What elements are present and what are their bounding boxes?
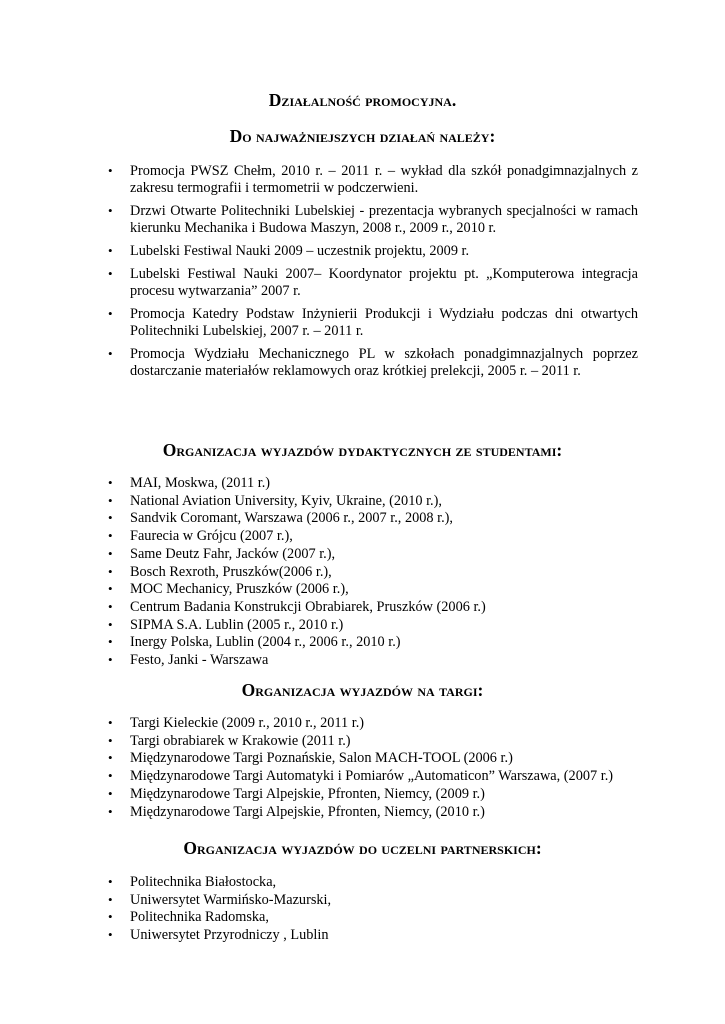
bullet-icon: •: [108, 545, 113, 561]
bullet-icon: •: [108, 306, 113, 321]
list-item-text: Bosch Rexroth, Pruszków(2006 r.),: [130, 563, 332, 580]
list-item-text: Festo, Janki - Warszawa: [130, 652, 269, 669]
list-item-text: Lubelski Festiwal Nauki 2009 – uczestnik projektu, 2009 r.: [130, 243, 470, 259]
bullet-icon: •: [108, 768, 113, 784]
list-item: [0, 786, 613, 804]
bullet-icon: •: [108, 927, 113, 943]
fair-trips-title: Organizacja wyjazdów na targi:: [241, 680, 484, 700]
list-item: [0, 163, 638, 197]
bullet-icon: •: [108, 750, 113, 766]
bullet-icon: •: [108, 715, 113, 730]
bullet-icon: •: [108, 598, 113, 614]
list-item: [0, 306, 638, 340]
list-item: [0, 804, 613, 822]
bullet-icon: •: [108, 874, 113, 889]
list-item-text: Politechnika Radomska,: [130, 909, 269, 926]
list-item: [0, 510, 486, 528]
list-item: [0, 528, 486, 546]
list-item: [0, 546, 486, 564]
list-item: [0, 475, 486, 493]
student-trips-list: [0, 475, 486, 670]
list-item-text: Targi obrabiarek w Krakowie (2011 r.): [130, 732, 351, 749]
list-item: [0, 733, 613, 751]
list-item-text: Faurecia w Grójcu (2007 r.),: [130, 528, 293, 545]
promo-title: Działalność promocyjna.: [268, 90, 457, 110]
list-item: [0, 203, 638, 237]
list-item-text: Promocja Wydziału Mechanicznego PL w szkołach ponadgimnazjalnych poprzez dostarczanie materiałów reklamowych oraz krótkiej prelekcji, 2005 r. – 2011 r.: [130, 346, 638, 379]
list-item-text: Sandvik Coromant, Warszawa (2006 r., 2007 r., 2008 r.),: [130, 510, 453, 527]
bullet-icon: •: [108, 243, 113, 258]
bullet-icon: •: [108, 346, 113, 361]
list-item-text: Promocja PWSZ Chełm, 2010 r. – 2011 r. – wykład dla szkół ponadgimnazjalnych z zakresu termografii i termometrii w podczerwieni.: [130, 163, 638, 196]
list-item-text: Lubelski Festiwal Nauki 2007– Koordynator projektu pt. „Komputerowa integracja procesu wytwarzania” 2007 r.: [130, 266, 638, 299]
list-item-text: Międzynarodowe Targi Poznańskie, Salon MACH-TOOL (2006 r.): [130, 750, 513, 767]
list-item-text: Same Deutz Fahr, Jacków (2007 r.),: [130, 545, 336, 562]
list-item: [0, 715, 613, 733]
bullet-icon: •: [108, 475, 113, 490]
list-item: [0, 266, 638, 300]
bullet-icon: •: [108, 803, 113, 819]
list-item: [0, 750, 613, 768]
list-item-text: Inergy Polska, Lublin (2004 r., 2006 r., 2010 r.): [130, 634, 401, 651]
list-item: [0, 346, 638, 380]
bullet-icon: •: [108, 528, 113, 544]
bullet-icon: •: [108, 652, 113, 668]
bullet-icon: •: [108, 581, 113, 597]
bullet-icon: •: [108, 492, 113, 508]
list-item-text: Promocja Katedry Podstaw Inżynierii Produkcji i Wydziału podczas dni otwartych Politechniki Lubelskiej, 2007 r. – 2011 r.: [130, 306, 638, 339]
list-item: [0, 768, 613, 786]
promo-list: [0, 163, 638, 386]
partner-trips-list: [0, 874, 331, 945]
bullet-icon: •: [108, 909, 113, 925]
list-item: [0, 243, 638, 260]
list-item-text: Drzwi Otwarte Politechniki Lubelskiej - prezentacja wybranych specjalności w ramach kierunku Mechanika i Budowa Maszyn, 2008 r., 2009 r., 2010 r.: [130, 203, 638, 236]
bullet-icon: •: [108, 510, 113, 526]
list-item-text: Międzynarodowe Targi Automatyki i Pomiarów „Automaticon” Warszawa, (2007 r.): [130, 768, 614, 785]
list-item: [0, 564, 486, 582]
bullet-icon: •: [108, 616, 113, 632]
list-item-text: Międzynarodowe Targi Alpejskie, Pfronten, Niemcy, (2010 r.): [130, 803, 485, 820]
student-trips-title: Organizacja wyjazdów dydaktycznych ze studentami:: [162, 440, 563, 460]
bullet-icon: •: [108, 891, 113, 907]
list-item-text: Uniwersytet Warmińsko-Mazurski,: [130, 891, 332, 908]
bullet-icon: •: [108, 732, 113, 748]
bullet-icon: •: [108, 163, 113, 178]
fair-trips-list: [0, 715, 613, 821]
list-item: [0, 927, 331, 945]
list-item: [0, 617, 486, 635]
list-item: [0, 493, 486, 511]
list-item-text: MAI, Moskwa, (2011 r.): [130, 475, 271, 491]
list-item-text: Targi Kieleckie (2009 r., 2010 r., 2011 r.): [130, 715, 365, 731]
list-item-text: Uniwersytet Przyrodniczy , Lublin: [130, 927, 329, 944]
list-item: [0, 874, 331, 892]
partner-trips-title: Organizacja wyjazdów do uczelni partnerskich:: [183, 838, 542, 858]
bullet-icon: •: [108, 266, 113, 281]
bullet-icon: •: [108, 785, 113, 801]
bullet-icon: •: [108, 203, 113, 218]
list-item: [0, 599, 486, 617]
list-item: [0, 652, 486, 670]
list-item-text: Centrum Badania Konstrukcji Obrabiarek, Pruszków (2006 r.): [130, 598, 486, 615]
bullet-icon: •: [108, 634, 113, 650]
promo-subtitle: Do najważniejszych działań należy:: [229, 126, 496, 146]
list-item: [0, 581, 486, 599]
list-item: [0, 892, 331, 910]
list-item-text: Międzynarodowe Targi Alpejskie, Pfronten, Niemcy, (2009 r.): [130, 785, 485, 802]
bullet-icon: •: [108, 563, 113, 579]
list-item-text: National Aviation University, Kyiv, Ukraine, (2010 r.),: [130, 492, 442, 509]
list-item: [0, 634, 486, 652]
list-item-text: SIPMA S.A. Lublin (2005 r., 2010 r.): [130, 616, 344, 633]
list-item-text: MOC Mechanicy, Pruszków (2006 r.),: [130, 581, 349, 598]
list-item-text: Politechnika Białostocka,: [130, 874, 277, 890]
list-item: [0, 909, 331, 927]
